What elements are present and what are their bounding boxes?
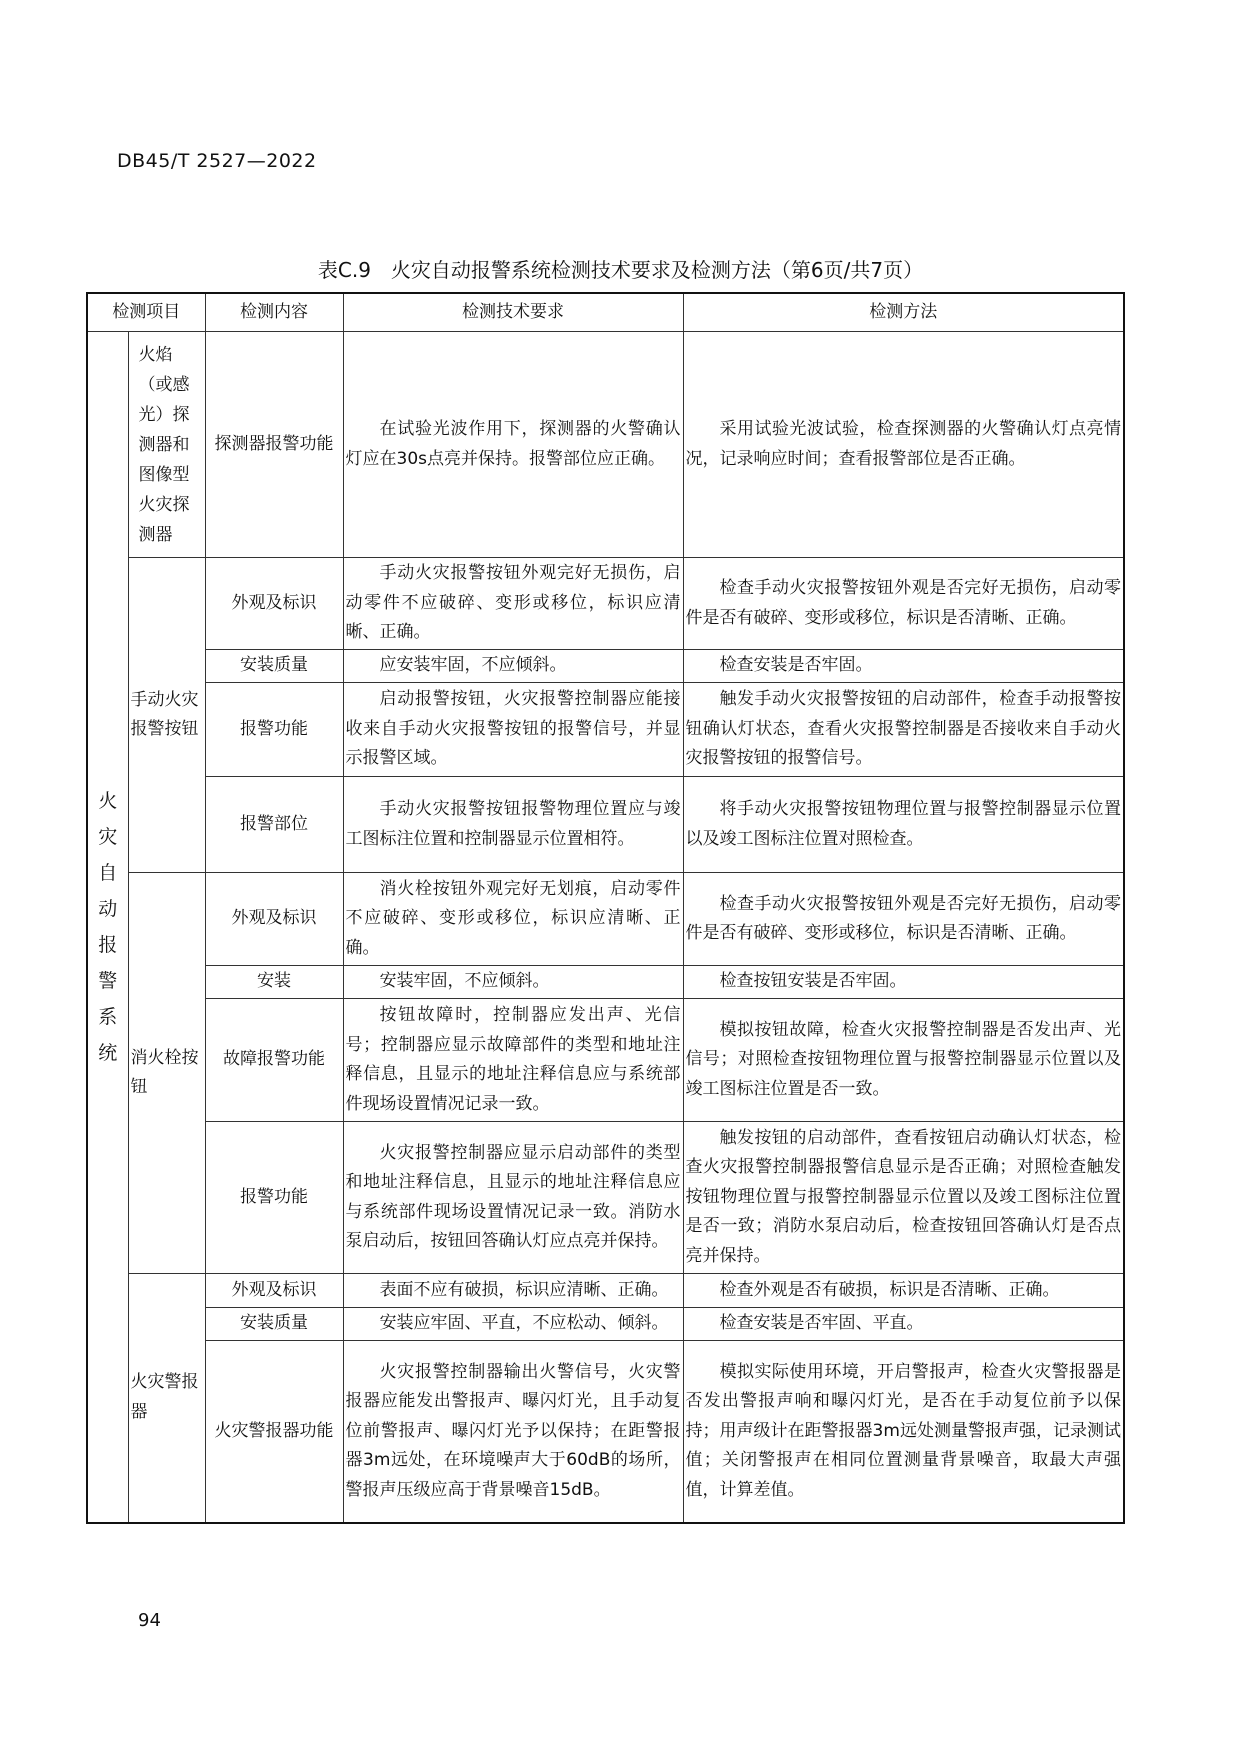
inspection-table [86, 292, 1125, 1524]
table-row [87, 999, 1124, 1122]
table-row [87, 1274, 1124, 1308]
col-header-content: 检测内容 [205, 293, 343, 332]
check-content: 故障报警功能 [205, 999, 343, 1122]
check-requirement: 在试验光波作用下，探测器的火警确认灯应在30s点亮并保持。报警部位应正确。 [343, 332, 683, 558]
page-number: 94 [138, 1610, 161, 1631]
check-content: 报警部位 [205, 777, 343, 873]
table-row [87, 650, 1124, 683]
group-name: 消火栓按钮 [128, 873, 205, 1274]
group-name: 火焰（或感光）探测器和图像型火灾探测器 [128, 332, 205, 558]
table-row [87, 1308, 1124, 1341]
check-method: 将手动火灾报警按钮物理位置与报警控制器显示位置以及竣工图标注位置对照检查。 [683, 777, 1124, 873]
check-content: 探测器报警功能 [205, 332, 343, 558]
check-method: 检查手动火灾报警按钮外观是否完好无损伤，启动零件是否有破碎、变形或移位，标识是否清晰、正确。 [683, 558, 1124, 650]
table-row [87, 332, 1124, 558]
check-content: 火灾警报器功能 [205, 1341, 343, 1523]
check-requirement: 按钮故障时，控制器应发出声、光信号；控制器应显示故障部件的类型和地址注释信息，且显示的地址注释信息应与系统部件现场设置情况记录一致。 [343, 999, 683, 1122]
check-requirement: 手动火灾报警按钮报警物理位置应与竣工图标注位置和控制器显示位置相符。 [343, 777, 683, 873]
check-requirement: 消火栓按钮外观完好无划痕，启动零件不应破碎、变形或移位，标识应清晰、正确。 [343, 873, 683, 966]
col-header-item: 检测项目 [87, 293, 205, 332]
check-requirement: 手动火灾报警按钮外观完好无损伤，启动零件不应破碎、变形或移位，标识应清晰、正确。 [343, 558, 683, 650]
check-content: 外观及标识 [205, 1274, 343, 1308]
check-method: 触发按钮的启动部件，查看按钮启动确认灯状态，检查火灾报警控制器报警信息显示是否正确；对照检查触发按钮物理位置与报警控制器显示位置以及竣工图标注位置是否一致；消防水泵启动后，检查按钮回答确认灯是否点亮并保持。 [683, 1122, 1124, 1274]
check-content: 外观及标识 [205, 558, 343, 650]
check-requirement: 火灾报警控制器应显示启动部件的类型和地址注释信息，且显示的地址注释信息应与系统部件现场设置情况记录一致。消防水泵启动后，按钮回答确认灯应点亮并保持。 [343, 1122, 683, 1274]
group-name: 火灾警报器 [128, 1274, 205, 1523]
check-method: 检查手动火灾报警按钮外观是否完好无损伤，启动零件是否有破碎、变形或移位，标识是否清晰、正确。 [683, 873, 1124, 966]
table-row [87, 1122, 1124, 1274]
col-header-method: 检测方法 [683, 293, 1124, 332]
check-content: 安装质量 [205, 1308, 343, 1341]
check-content: 安装 [205, 966, 343, 999]
check-content: 报警功能 [205, 683, 343, 777]
check-requirement: 表面不应有破损，标识应清晰、正确。 [343, 1274, 683, 1308]
table-caption: 表C.9 火灾自动报警系统检测技术要求及检测方法（第6页/共7页） [317, 258, 924, 282]
check-method: 检查外观是否有破损，标识是否清晰、正确。 [683, 1274, 1124, 1308]
table-row [87, 966, 1124, 999]
check-requirement: 启动报警按钮，火灾报警控制器应能接收来自手动火灾报警按钮的报警信号，并显示报警区域。 [343, 683, 683, 777]
system-name: 火灾自动报警系统 [98, 789, 118, 1064]
check-content: 外观及标识 [205, 873, 343, 966]
table-row [87, 683, 1124, 777]
table-row [87, 558, 1124, 650]
check-method: 模拟按钮故障，检查火灾报警控制器是否发出声、光信号；对照检查按钮物理位置与报警控制器显示位置以及竣工图标注位置是否一致。 [683, 999, 1124, 1122]
check-method: 检查安装是否牢固、平直。 [683, 1308, 1124, 1341]
col-header-requirement: 检测技术要求 [343, 293, 683, 332]
table-row [87, 873, 1124, 966]
document-code: DB45/T 2527—2022 [117, 150, 317, 172]
group-name: 手动火灾报警按钮 [128, 558, 205, 873]
check-method: 检查按钮安装是否牢固。 [683, 966, 1124, 999]
check-method: 检查安装是否牢固。 [683, 650, 1124, 683]
table-row [87, 1341, 1124, 1523]
check-requirement: 应安装牢固，不应倾斜。 [343, 650, 683, 683]
table-header-row [87, 293, 1124, 332]
check-requirement: 火灾报警控制器输出火警信号，火灾警报器应能发出警报声、曝闪灯光，且手动复位前警报声、曝闪灯光予以保持；在距警报器3m远处，在环境噪声大于60dB的场所，警报声压级应高于背景噪音15dB。 [343, 1341, 683, 1523]
check-method: 触发手动火灾报警按钮的启动部件，检查手动报警按钮确认灯状态，查看火灾报警控制器是否接收来自手动火灾报警按钮的报警信号。 [683, 683, 1124, 777]
system-name-cell [87, 332, 128, 1523]
check-method: 采用试验光波试验，检查探测器的火警确认灯点亮情况，记录响应时间；查看报警部位是否正确。 [683, 332, 1124, 558]
table-row [87, 777, 1124, 873]
check-method: 模拟实际使用环境，开启警报声，检查火灾警报器是否发出警报声响和曝闪灯光，是否在手动复位前予以保持；用声级计在距警报器3m远处测量警报声强，记录测试值；关闭警报声在相同位置测量背景噪音，取最大声强值，计算差值。 [683, 1341, 1124, 1523]
check-content: 安装质量 [205, 650, 343, 683]
check-requirement: 安装应牢固、平直，不应松动、倾斜。 [343, 1308, 683, 1341]
check-requirement: 安装牢固，不应倾斜。 [343, 966, 683, 999]
check-content: 报警功能 [205, 1122, 343, 1274]
